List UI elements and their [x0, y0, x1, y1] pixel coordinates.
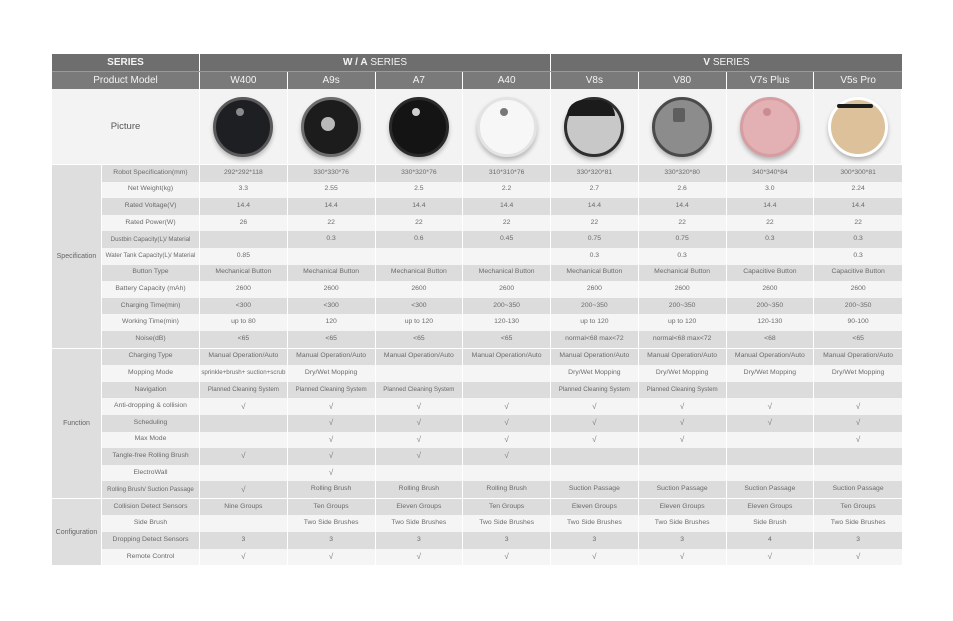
table-cell: Mechanical Button	[551, 265, 639, 282]
check-icon: √	[463, 415, 551, 432]
series-label: SERIES	[52, 54, 200, 71]
robot-top-detail-icon	[567, 100, 615, 116]
table-cell	[814, 448, 902, 465]
model-header-v80: V80	[639, 72, 727, 89]
check-icon: √	[551, 549, 639, 566]
product-model-label: Product Model	[52, 72, 200, 89]
table-cell: 330*320*80	[639, 165, 727, 182]
table-cell: 3	[200, 532, 288, 549]
table-cell	[200, 515, 288, 532]
table-cell: 330*330*76	[288, 165, 376, 182]
table-cell: 14.4	[288, 198, 376, 215]
table-cell: Manual Operation/Auto	[639, 349, 727, 366]
table-cell: 200~350	[551, 298, 639, 315]
group-specification	[52, 165, 902, 349]
table-cell	[200, 415, 288, 432]
check-icon: √	[376, 398, 464, 415]
table-cell: <65	[852, 334, 864, 342]
table-cell	[288, 248, 376, 265]
table-cell: Planned Cleaning System	[200, 382, 288, 399]
table-row	[102, 499, 902, 516]
row-label: Battery Capacity (mAh)	[102, 281, 200, 298]
table-row	[102, 165, 902, 182]
row-label: Rated Voltage(V)	[102, 198, 200, 215]
robot-vacuum-image	[828, 97, 888, 157]
table-cell: 0.3	[853, 251, 863, 259]
table-row	[102, 365, 902, 382]
table-cell	[200, 465, 288, 482]
table-cell: up to 120	[639, 314, 727, 331]
table-cell: Dry/Wet Mopping	[288, 365, 376, 382]
table-row	[102, 298, 902, 315]
table-cell: Two Side Brushes	[639, 515, 727, 532]
robot-top-detail-icon	[412, 108, 420, 116]
table-cell: 14.4	[376, 198, 464, 215]
table-cell: 2.24	[851, 185, 865, 193]
row-label: Dropping Detect Sensors	[102, 532, 200, 549]
picture-label: Picture	[52, 89, 200, 164]
table-cell: Nine Groups	[200, 499, 288, 516]
table-cell	[376, 248, 464, 265]
check-icon: √	[200, 398, 288, 415]
table-cell: Ten Groups	[463, 499, 551, 516]
table-cell: <65	[463, 331, 551, 348]
table-cell: 330*320*81	[551, 165, 639, 182]
category-label: Specification	[52, 165, 102, 348]
table-cell: 14.4	[200, 198, 288, 215]
table-cell: 2600	[200, 281, 288, 298]
table-cell: 22	[288, 215, 376, 232]
table-cell	[463, 248, 551, 265]
model-header-a40: A40	[463, 72, 551, 89]
table-cell: 340*340*84	[727, 165, 815, 182]
table-row	[102, 549, 902, 566]
table-cell: 2.7	[551, 182, 639, 199]
category-label: Function	[52, 349, 102, 498]
table-cell: <65	[376, 331, 464, 348]
table-cell	[200, 432, 288, 449]
table-cell: 0.3	[288, 231, 376, 248]
table-cell	[727, 248, 815, 265]
table-cell: Mechanical Button	[288, 265, 376, 282]
table-cell: 22	[376, 215, 464, 232]
table-cell: <300	[200, 298, 288, 315]
table-cell: Suction Passage	[727, 481, 815, 498]
table-cell	[727, 382, 815, 399]
table-cell: 2600	[850, 285, 866, 293]
table-cell: 2.55	[288, 182, 376, 199]
robot-vacuum-image	[389, 97, 449, 157]
model-header-a7: A7	[376, 72, 464, 89]
table-cell: Two Side Brushes	[463, 515, 551, 532]
table-cell: Eleven Groups	[639, 499, 727, 516]
check-icon: √	[727, 549, 815, 566]
robot-top-detail-icon	[763, 108, 771, 116]
row-label: Remote Control	[102, 549, 200, 566]
product-picture-cell	[814, 89, 902, 164]
check-icon: √	[376, 415, 464, 432]
check-icon: √	[200, 549, 288, 566]
table-cell: 3	[639, 532, 727, 549]
table-cell	[727, 448, 815, 465]
row-label: ElectroWall	[102, 465, 200, 482]
table-cell: 22	[854, 218, 862, 226]
table-cell	[463, 365, 551, 382]
table-cell: 2600	[727, 281, 815, 298]
product-picture-cell	[200, 89, 288, 164]
series-group-v: V SERIES	[703, 56, 750, 68]
table-cell: 330*320*76	[376, 165, 464, 182]
table-cell: 14.4	[639, 198, 727, 215]
table-row	[102, 448, 902, 465]
table-cell	[639, 465, 727, 482]
row-label: Working Time(min)	[102, 314, 200, 331]
table-cell: 300*300*81	[840, 168, 876, 176]
table-row	[102, 314, 902, 331]
table-cell: 2600	[463, 281, 551, 298]
table-row	[102, 182, 902, 199]
row-label: Navigation	[102, 382, 200, 399]
table-row	[102, 231, 902, 248]
check-icon: √	[288, 398, 376, 415]
table-row	[102, 465, 902, 482]
picture-row	[52, 89, 902, 165]
check-icon: √	[463, 398, 551, 415]
table-cell: Two Side Brushes	[830, 519, 886, 527]
table-cell: up to 120	[551, 314, 639, 331]
table-row	[102, 515, 902, 532]
check-icon: √	[376, 448, 464, 465]
check-icon: √	[639, 415, 727, 432]
table-cell: 14.4	[463, 198, 551, 215]
check-icon: √	[200, 448, 288, 465]
check-icon: √	[639, 398, 727, 415]
table-row	[102, 265, 902, 282]
group-configuration	[52, 499, 902, 566]
table-cell: Dry/Wet Mopping	[831, 369, 885, 377]
product-picture-cell	[639, 89, 727, 164]
table-cell: Dry/Wet Mopping	[727, 365, 815, 382]
table-cell: 3	[856, 535, 861, 543]
table-row	[102, 281, 902, 298]
table-cell: 3	[551, 532, 639, 549]
robot-top-detail-icon	[321, 117, 335, 131]
table-cell: 2600	[288, 281, 376, 298]
table-cell: <65	[288, 331, 376, 348]
row-label: Water Tank Capacity(L)/ Material	[102, 248, 200, 265]
check-icon: √	[639, 549, 727, 566]
table-cell: Side Brush	[727, 515, 815, 532]
table-cell: Manual Operation/Auto	[288, 349, 376, 366]
product-picture-cell	[376, 89, 464, 164]
table-cell	[376, 465, 464, 482]
robot-vacuum-image	[213, 97, 273, 157]
model-header-w400: W400	[200, 72, 288, 89]
check-icon: √	[855, 434, 861, 444]
table-cell: Suction Passage	[639, 481, 727, 498]
table-row	[102, 415, 902, 432]
robot-top-detail-icon	[837, 104, 873, 108]
comparison-table	[52, 54, 902, 566]
table-row	[102, 331, 902, 348]
table-cell: Capacitive Button	[831, 268, 885, 276]
row-label: Net Weight(kg)	[102, 182, 200, 199]
table-cell: Ten Groups	[288, 499, 376, 516]
table-cell: Manual Operation/Auto	[376, 349, 464, 366]
product-picture-cell	[288, 89, 376, 164]
table-cell: 0.3	[727, 231, 815, 248]
check-icon: √	[855, 418, 861, 428]
table-cell: Manual Operation/Auto	[551, 349, 639, 366]
row-label: Side Brush	[102, 515, 200, 532]
table-cell: 2600	[376, 281, 464, 298]
table-cell: 2600	[551, 281, 639, 298]
series-group-wa: W / A SERIES	[200, 54, 551, 71]
row-label: Max Mode	[102, 432, 200, 449]
table-cell: 14.4	[551, 198, 639, 215]
table-cell: 3.3	[200, 182, 288, 199]
model-header-v7s-plus: V7s Plus	[727, 72, 815, 89]
table-cell	[814, 382, 902, 399]
table-cell: 3.0	[727, 182, 815, 199]
table-cell: <300	[376, 298, 464, 315]
table-cell: 26	[200, 215, 288, 232]
table-cell: Rolling Brush	[288, 481, 376, 498]
row-label: Rated Power(W)	[102, 215, 200, 232]
table-cell: 200~350	[639, 298, 727, 315]
row-label: Button Type	[102, 265, 200, 282]
table-cell: 310*310*76	[463, 165, 551, 182]
check-icon: √	[288, 549, 376, 566]
table-cell: Eleven Groups	[551, 499, 639, 516]
check-icon: √	[463, 432, 551, 449]
check-icon: √	[288, 448, 376, 465]
table-cell: Eleven Groups	[376, 499, 464, 516]
table-cell: <68	[727, 331, 815, 348]
robot-top-detail-icon	[673, 108, 685, 122]
row-label: Anti-dropping & collision	[102, 398, 200, 415]
check-icon: √	[288, 432, 376, 449]
table-cell: 22	[463, 215, 551, 232]
table-row	[102, 215, 902, 232]
table-cell	[639, 448, 727, 465]
row-label: Dustbin Capacity(L)/ Material	[102, 231, 200, 248]
table-cell: Manual Operation/Auto	[823, 352, 894, 360]
row-label: Collision Detect Sensors	[102, 499, 200, 516]
table-cell: Suction Passage	[551, 481, 639, 498]
check-icon: √	[288, 415, 376, 432]
table-cell	[551, 448, 639, 465]
table-row	[102, 532, 902, 549]
table-cell: 22	[551, 215, 639, 232]
table-cell	[463, 465, 551, 482]
table-cell: 0.85	[200, 248, 288, 265]
row-label: Robot Specification(mm)	[102, 165, 200, 182]
table-cell: Two Side Brushes	[288, 515, 376, 532]
table-cell: Planned Cleaning System	[551, 382, 639, 399]
product-picture-cell	[727, 89, 815, 164]
table-cell: Rolling Brush	[376, 481, 464, 498]
table-cell: 0.45	[463, 231, 551, 248]
robot-vacuum-image	[301, 97, 361, 157]
row-label: Scheduling	[102, 415, 200, 432]
robot-vacuum-image	[477, 97, 537, 157]
table-cell: up to 80	[200, 314, 288, 331]
spec-groups	[52, 165, 902, 566]
table-cell	[376, 365, 464, 382]
row-label: Noise(dB)	[102, 331, 200, 348]
check-icon: √	[855, 401, 861, 411]
table-cell: 120-130	[463, 314, 551, 331]
table-cell: 0.75	[551, 231, 639, 248]
table-cell: 200~350	[463, 298, 551, 315]
table-cell	[551, 465, 639, 482]
table-cell: Dry/Wet Mopping	[639, 365, 727, 382]
table-cell: 14.4	[727, 198, 815, 215]
check-icon: √	[463, 448, 551, 465]
row-label: Charging Time(min)	[102, 298, 200, 315]
table-cell: Two Side Brushes	[376, 515, 464, 532]
table-cell: 0.6	[376, 231, 464, 248]
table-cell: Manual Operation/Auto	[727, 349, 815, 366]
table-cell: Dry/Wet Mopping	[551, 365, 639, 382]
table-cell: 90-100	[847, 318, 869, 326]
table-row	[102, 398, 902, 415]
table-cell: 0.75	[639, 231, 727, 248]
model-header-v5s-pro: V5s Pro	[840, 74, 876, 86]
table-cell: Manual Operation/Auto	[200, 349, 288, 366]
table-cell: 2.6	[639, 182, 727, 199]
check-icon: √	[639, 432, 727, 449]
table-cell: 200~350	[844, 301, 872, 309]
check-icon: √	[288, 465, 376, 482]
group-function	[52, 349, 902, 499]
table-cell: 14.4	[851, 202, 865, 210]
table-row	[102, 432, 902, 449]
table-cell: 0.3	[639, 248, 727, 265]
model-header-v8s: V8s	[551, 72, 639, 89]
check-icon: √	[200, 481, 288, 498]
product-model-row	[52, 71, 902, 89]
check-icon: √	[551, 432, 639, 449]
table-cell: 3	[288, 532, 376, 549]
table-cell	[463, 382, 551, 399]
robot-top-detail-icon	[500, 108, 508, 116]
check-icon: √	[376, 432, 464, 449]
table-cell: up to 120	[376, 314, 464, 331]
table-cell	[200, 231, 288, 248]
table-cell	[727, 465, 815, 482]
table-cell: 120	[288, 314, 376, 331]
table-cell: sprinkle+brush+ suction+scrub	[200, 365, 288, 382]
table-cell: normal<68 max<72	[551, 331, 639, 348]
table-cell: 3	[463, 532, 551, 549]
robot-vacuum-image	[564, 97, 624, 157]
table-row	[102, 382, 902, 399]
table-cell: Planned Cleaning System	[639, 382, 727, 399]
check-icon: √	[551, 415, 639, 432]
table-cell: 2.5	[376, 182, 464, 199]
product-picture-cell	[551, 89, 639, 164]
table-cell: 22	[639, 215, 727, 232]
table-cell: 120-130	[727, 314, 815, 331]
table-cell: 292*292*118	[200, 165, 288, 182]
table-cell: Planned Cleaning System	[288, 382, 376, 399]
table-row	[102, 481, 902, 498]
table-cell: Mechanical Button	[376, 265, 464, 282]
check-icon: √	[463, 549, 551, 566]
table-row	[102, 198, 902, 215]
table-cell	[727, 432, 815, 449]
robot-vacuum-image	[652, 97, 712, 157]
table-cell: Planned Cleaning System	[376, 382, 464, 399]
check-icon: √	[727, 415, 815, 432]
table-cell: 22	[727, 215, 815, 232]
table-row	[102, 248, 902, 265]
table-cell: 0.3	[853, 235, 863, 243]
table-cell: 4	[727, 532, 815, 549]
check-icon: √	[727, 398, 815, 415]
table-cell: <65	[200, 331, 288, 348]
table-cell	[814, 465, 902, 482]
table-cell: Capacitive Button	[727, 265, 815, 282]
robot-vacuum-image	[740, 97, 800, 157]
category-label: Configuration	[52, 499, 102, 565]
table-cell: Ten Groups	[840, 502, 876, 510]
row-label: Mopping Mode	[102, 365, 200, 382]
table-cell: Two Side Brushes	[551, 515, 639, 532]
robot-top-detail-icon	[236, 108, 244, 116]
check-icon: √	[855, 551, 861, 561]
table-cell: Mechanical Button	[639, 265, 727, 282]
table-row	[102, 349, 902, 366]
table-cell: Eleven Groups	[727, 499, 815, 516]
table-cell: Mechanical Button	[200, 265, 288, 282]
product-picture-cell	[463, 89, 551, 164]
table-cell: Manual Operation/Auto	[463, 349, 551, 366]
table-cell: <300	[288, 298, 376, 315]
check-icon: √	[551, 398, 639, 415]
table-cell: Mechanical Button	[463, 265, 551, 282]
table-cell: 3	[376, 532, 464, 549]
row-label: Tangle-free Rolling Brush	[102, 448, 200, 465]
table-cell: Rolling Brush	[463, 481, 551, 498]
table-cell: 0.3	[551, 248, 639, 265]
table-cell: normal<68 max<72	[639, 331, 727, 348]
check-icon: √	[376, 549, 464, 566]
row-label: Charging Type	[102, 349, 200, 366]
table-cell: 2600	[639, 281, 727, 298]
table-cell: 200~350	[727, 298, 815, 315]
table-cell: Suction Passage	[832, 485, 884, 493]
series-header-row	[52, 54, 902, 71]
table-cell: 2.2	[463, 182, 551, 199]
row-label: Rolling Brush/ Suction Passage	[102, 481, 200, 498]
model-header-a9s: A9s	[288, 72, 376, 89]
